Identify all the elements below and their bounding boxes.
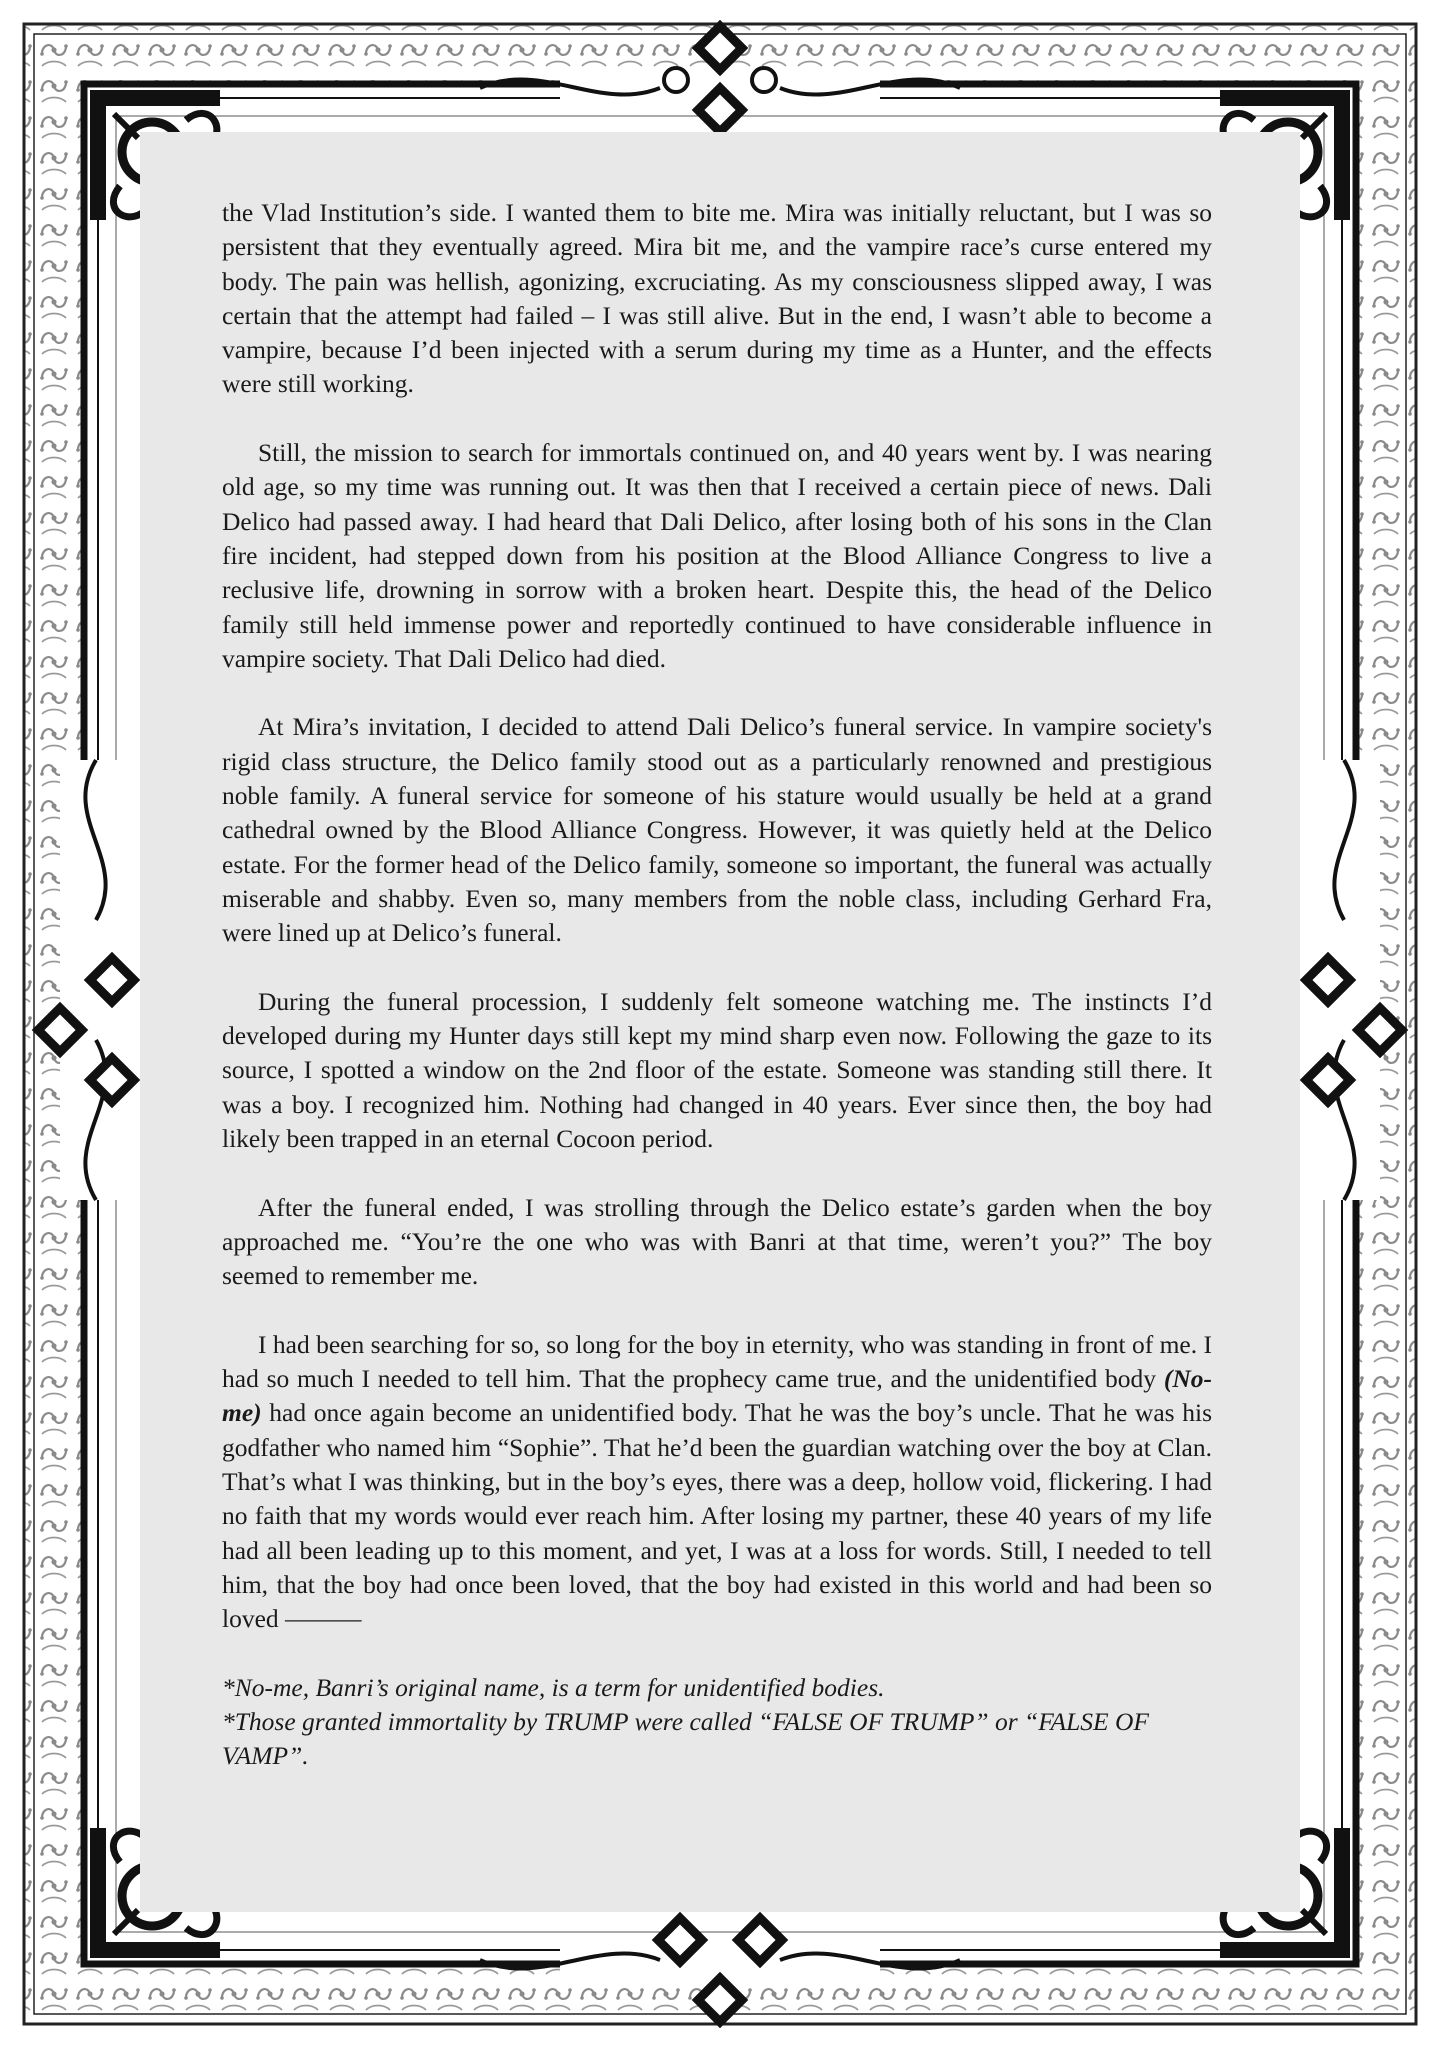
footnote-1: *No-me, Banri’s original name, is a term for unidentified bodies. [222, 1672, 885, 1702]
paragraph-3: At Mira’s invitation, I decided to attend Dali Delico’s funeral service. In vampire society's rigid class structure, the Delico family stood out as a particularly renowned and prestigious noble family. A funeral service for someone of his stature would usually be held at a grand cathedral owned by the Blood Alliance Congress. However, it was quietly held at the Delico estate. For the former head of the Delico family, someone so important, the funeral was actually miserable and shabby. Even so, many members from the noble class, including Gerhard Fra, were lined up at Delico’s funeral. [222, 712, 1212, 948]
body-text [222, 196, 1212, 1774]
paragraph-1: the Vlad Institution’s side. I wanted them to bite me. Mira was initially reluctant, but I was so persistent that they eventually agreed. Mira bit me, and the vampire race’s curse entered my body. The pain was hellish, agonizing, excruciating. As my consciousness slipped away, I was certain that the attempt had failed – I was still alive. But in the end, I wasn’t able to become a vampire, because I’d been injected with a serum during my time as a Hunter, and the effects were still working. [222, 198, 1212, 399]
paragraph-6-end: had once again become an unidentified body. That he was the boy’s uncle. That he was his godfather who named him “Sophie”. That he’d been the guardian watching over the boy at Clan. That’s what I was thinking, but in the boy’s eyes, there was a deep, hollow void, flickering. I had no faith that my words would ever reach him. After losing my partner, these 40 years of my life had all been leading up to this moment, and yet, I was at a loss for words. Still, I needed to tell him, that the boy had once been loved, that the boy had existed in this world and had been so loved ——— [222, 1398, 1212, 1634]
paragraph-6-start: I had been searching for so, so long for the boy in eternity, who was standing in front of me. I had so much I needed to tell him. That the prophecy came true, and the unidentified body [222, 1329, 1212, 1394]
no-me-emphasis: (No-me) [222, 1364, 1212, 1428]
paragraph-2: Still, the mission to search for immortals continued on, and 40 years went by. I was nearing old age, so my time was running out. It was then that I received a certain piece of news. Dali Delico had passed away. I had heard that Dali Delico, after losing both of his sons in the Clan fire incident, had stepped down from his position at the Blood Alliance Congress to live a reclusive life, drowning in sorrow with a broken heart. Despite this, the head of the Delico family still held immense power and reportedly continued to have considerable influence in vampire society. That Dali Delico had died. [222, 438, 1212, 673]
paragraph-4: During the funeral procession, I suddenly felt someone watching me. The instincts I’d developed during my Hunter days still kept my mind sharp even now. Following the gaze to its source, I spotted a window on the 2nd floor of the estate. Someone was standing still there. It was a boy. I recognized him. Nothing had changed in 40 years. Ever since then, the boy had likely been trapped in an eternal Cocoon period. [222, 986, 1212, 1154]
footnote-2: *Those granted immortality by TRUMP were called “FALSE OF TRUMP” or “FALSE OF VAMP”. [222, 1707, 1149, 1771]
footnotes [222, 1671, 1212, 1774]
paragraph-6 [222, 1328, 1212, 1637]
paragraph-5: After the funeral ended, I was strolling through the Delico estate’s garden when the boy approached me. “You’re the one who was with Banri at that time, weren’t you?” The boy seemed to remember me. [222, 1192, 1212, 1291]
